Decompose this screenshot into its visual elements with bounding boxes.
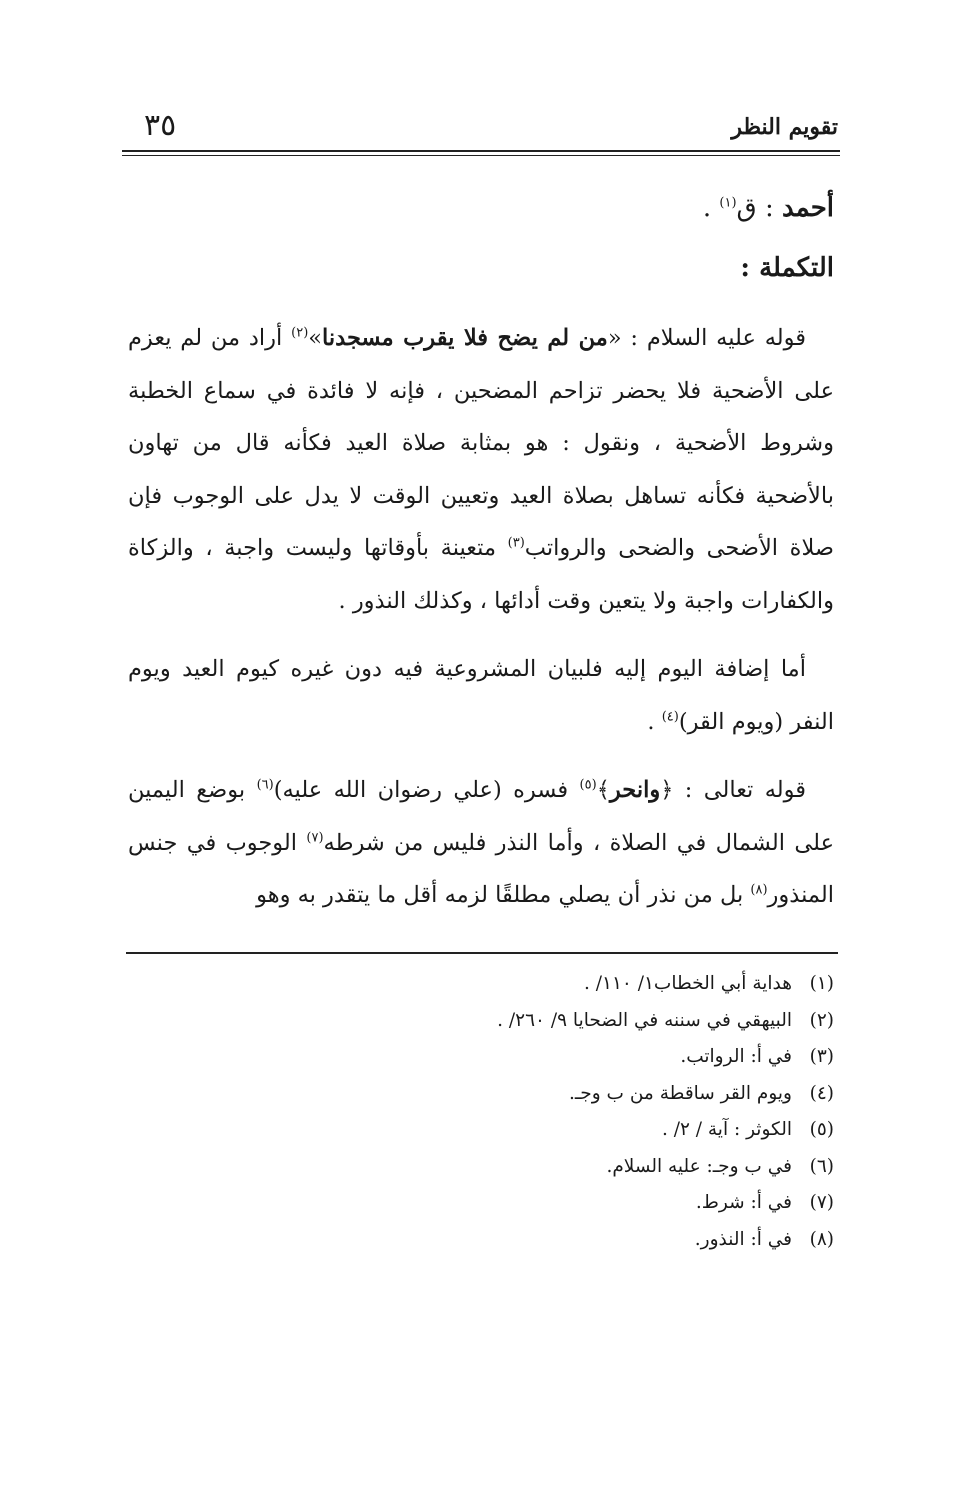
section-heading-text: التكملة : (740, 253, 834, 283)
p3-text-e: الوجوب في جنس المنذور (128, 829, 834, 908)
p3-text-f: بل من نذر أن يصلي مطلقًا لزمه أقل ما يتقدر به وهو (256, 882, 751, 908)
footnote (128, 1076, 834, 1113)
p3-text-a: قوله تعالى : ﴿ (660, 777, 806, 803)
footnote-ref-6: (٦) (256, 777, 274, 793)
footnote (128, 1185, 834, 1222)
p3-text-c: فسره (علي رضوان الله عليه) (273, 777, 580, 803)
footnote (128, 1003, 834, 1040)
p1-text-d: متعينة بأوقاتها وليست واجبة ، والزكاة والكفارات واجبة ولا يتعين وقت أدائها ، وكذلك النذور . (128, 535, 834, 614)
page-number: ٣٥ (144, 108, 177, 143)
footnote-text: في أ: الرواتب. (680, 1046, 792, 1067)
p3-text-d: بوضع اليمين على الشمال في الصلاة ، وأما النذر فليس من شرطه (128, 777, 834, 856)
footnote-ref-5: (٥) (579, 777, 597, 793)
footnote (128, 966, 834, 1003)
footnote-text: البيهقي في سننه في الضحايا ٩/ ٢٦٠/ . (497, 1009, 792, 1031)
ahmad-rest: : ق (736, 193, 783, 223)
header-rule-thin (122, 155, 840, 156)
ahmad-label: أحمد (782, 193, 834, 223)
footnote-text: في ب وجـ: عليه السلام. (606, 1155, 792, 1177)
footnote-number: (٤) (809, 1082, 834, 1104)
quran-quote: وانحر (609, 777, 661, 803)
hadith-quote: من لم يضح فلا يقرب مسجدنا (322, 325, 608, 351)
footnote-text: ويوم القر ساقطة من ب وجـ. (569, 1082, 792, 1104)
p1-text-b: » (308, 325, 323, 351)
header-rule (122, 150, 840, 152)
footnote-ref-8: (٨) (750, 882, 768, 898)
footnote-ref-2: (٢) (291, 325, 309, 341)
paragraph-1 (128, 312, 834, 627)
footnote-rule (126, 952, 838, 954)
footnote-number: (٣) (809, 1046, 834, 1067)
p2-text-b: . (647, 708, 662, 735)
p3-text-b: ﴾ (596, 777, 610, 803)
footnote (128, 1222, 834, 1259)
footnote-ref-4: (٤) (661, 709, 679, 724)
footnote-text: في أ: شرط. (695, 1192, 792, 1213)
footnote-number: (٦) (809, 1155, 834, 1177)
footnote-text: في أ: النذور. (694, 1228, 792, 1250)
running-title: تقويم النظر (731, 114, 838, 140)
p1-text-c: أراد من لم يعزم على الأضحية فلا يحضر تزاحم المضحين ، فإنه لا فائدة في سماع الخطبة وشروط الأضحية ، ونقول : هو بمثابة صلاة العيد فكأنه قال من تهاون بالأضحية فكأنه تساهل بصلاة العيد وتعيين الوقت لا يدل على الوجوب فإن صلاة الأضحى والضحى والرواتب (128, 325, 834, 561)
footnote (128, 1112, 834, 1149)
footnote (128, 1149, 834, 1186)
footnotes (128, 966, 834, 1258)
paragraph-3 (128, 764, 834, 922)
main-text (128, 178, 834, 922)
footnote-ref-1: (١) (719, 195, 737, 211)
page-header (128, 108, 838, 148)
ahmad-line (128, 178, 834, 238)
footnote-text: هداية أبي الخطاب١/ ١١٠/ . (584, 973, 792, 994)
ahmad-end: . (702, 193, 720, 223)
section-heading (128, 238, 834, 298)
footnote-number: (٥) (809, 1119, 834, 1140)
footnote-number: (٧) (809, 1192, 834, 1213)
p2-text-a: أما إضافة اليوم إليه فلبيان المشروعية فيه دون غيره كيوم العيد ويوم النفر (ويوم القر) (128, 656, 834, 735)
footnote (128, 1039, 834, 1076)
footnote-ref-3: (٣) (507, 535, 525, 551)
footnote-number: (١) (809, 973, 834, 994)
p1-text-a: قوله عليه السلام : « (607, 325, 807, 351)
footnote-number: (٢) (809, 1009, 834, 1031)
footnote-number: (٨) (809, 1228, 834, 1250)
footnote-text: الكوثر : آية / ٢/ . (661, 1119, 792, 1140)
footnote-ref-7: (٧) (306, 830, 324, 845)
paragraph-2 (128, 643, 834, 748)
